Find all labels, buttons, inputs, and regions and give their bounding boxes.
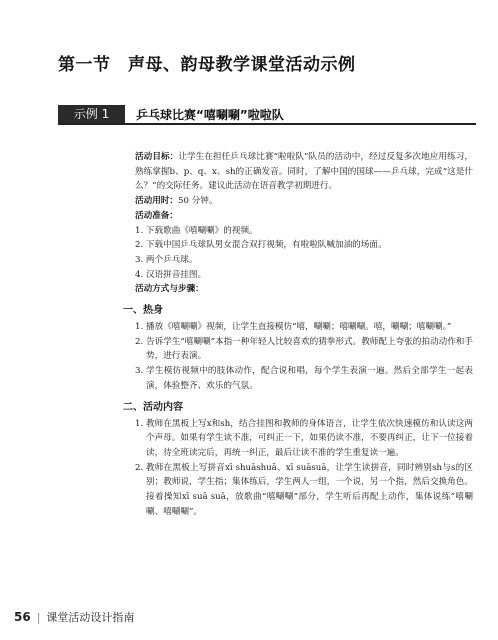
item-text: 学生模仿视频中的肢体动作，配合说和唱，每个学生表演一遍。然后全部学生一起表演，体验整齐、欢乐的气氛。 <box>146 366 473 391</box>
list-item <box>135 461 473 520</box>
method-label: 活动方式与步骤： <box>135 284 204 295</box>
goal-text: 让学生在担任乒乓球比赛“啦啦队”队员的活动中，经过反复多次地应用练习，熟练掌握b、p、q、x、sh的正确发音。同时，了解中国的国球——乒乓球，完成“这是什么？”的交际任务。建议此活动在语音教学初期进行。 <box>135 152 473 192</box>
item-number: 3. <box>135 366 144 377</box>
prep-item: 2. 下载中国乒乓球队男女混合双打视频，有啦啦队喊加油的场面。 <box>135 240 387 251</box>
list-item <box>135 417 473 461</box>
list-item <box>135 335 473 364</box>
page-footer <box>14 609 134 625</box>
activity-body <box>123 150 473 519</box>
item-text: 教师在黑板上写x和sh，结合挂图和教师的身体语言，让学生依次快速模仿和认读这两个声母。如果有学生读不准，可纠正一下，如果仍读不准，不要再纠正，让下一位接着读，待全班读完后，再统一纠正，最后让读不准的学生重复读一遍。 <box>146 418 473 458</box>
goal-paragraph <box>135 150 473 194</box>
list-item <box>135 320 473 335</box>
example-header <box>58 105 476 125</box>
goal-label: 活动目标： <box>135 152 179 162</box>
time-text: 50 分钟。 <box>177 196 218 207</box>
prep-item: 3. 两个乒乓球。 <box>135 254 198 265</box>
page-number: 56 <box>14 610 31 624</box>
item-text: 教师在黑板上写拼音xī shuāshuā、xī suāsuā，让学生读拼音，同时辨别sh与s的区别；教师说，学生指；集体练后，学生两人一组，一个说，另一个指，然后交换角色。接着操知xī suā suā，放歌曲“嘻唰唰”部分，学生听后再配上动作，集体说练“嘻唰唰、嘻唰唰”。 <box>146 462 473 517</box>
time-paragraph <box>135 194 473 209</box>
footer-divider: | <box>36 611 41 624</box>
item-number: 1. <box>135 322 144 333</box>
content-heading: 二、活动内容 <box>123 401 183 413</box>
book-title: 课堂活动设计指南 <box>46 611 135 624</box>
item-text: 播放《嘻唰唰》视频，让学生直接模仿“嘻，唰唰；嘻唰唰。嘻，唰唰；嘻唰唰。” <box>146 322 452 333</box>
item-number: 2. <box>135 462 144 473</box>
warmup-heading: 一、热身 <box>123 305 163 317</box>
example-label: 示例 1 <box>58 105 125 123</box>
item-number: 2. <box>135 336 144 347</box>
list-item <box>135 364 473 393</box>
section-title: 第一节 声母、韵母教学课堂活动示例 <box>58 55 356 75</box>
prep-item: 4. 汉语拼音挂图。 <box>135 269 207 280</box>
content-list <box>135 417 473 520</box>
example-title: 乒乓球比赛“嘻唰唰”啦啦队 <box>136 108 284 122</box>
warmup-list <box>135 320 473 394</box>
item-number: 1. <box>135 418 144 429</box>
time-label: 活动用时： <box>135 196 178 207</box>
item-text: 告诉学生“嘻唰唰”本指一种年轻人比较喜欢的猜拳形式。教师配上夸张的拍动动作和手势，进行表演。 <box>146 336 473 362</box>
prep-item: 1. 下载歌曲《嘻唰唰》的视频。 <box>135 225 258 236</box>
prep-label: 活动准备： <box>135 210 178 221</box>
